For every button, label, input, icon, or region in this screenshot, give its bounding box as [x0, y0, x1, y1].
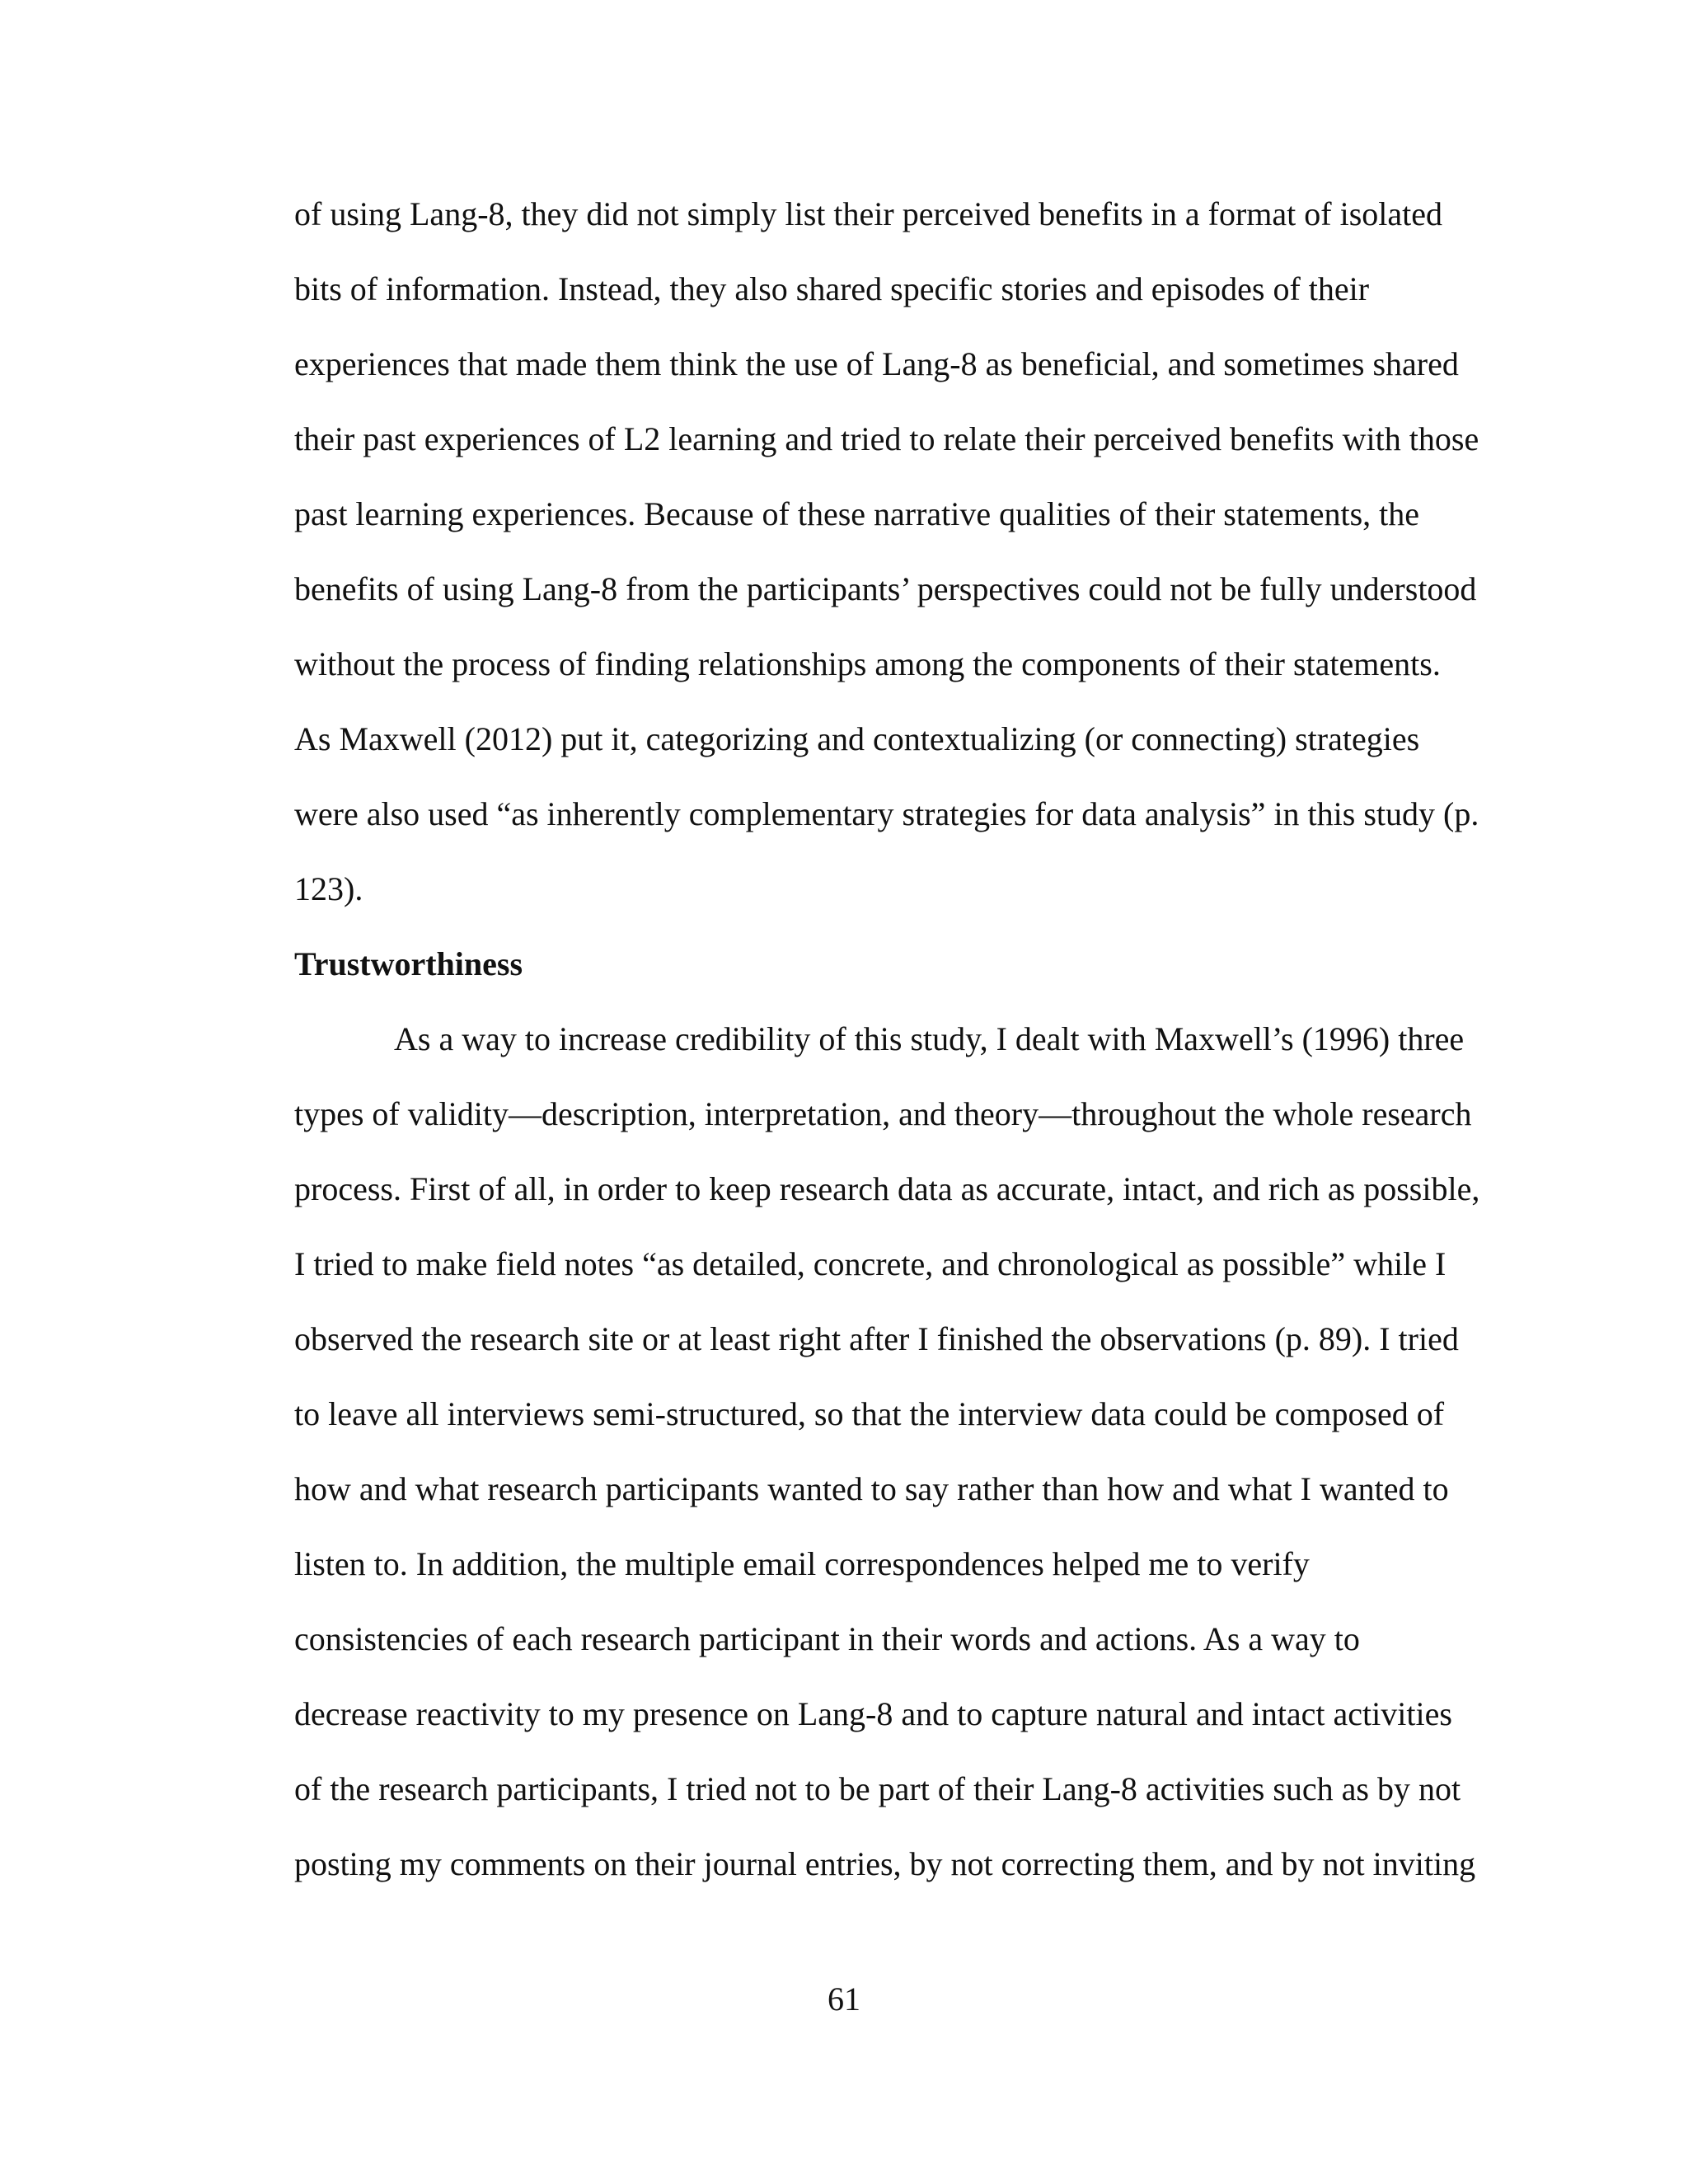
section-heading: Trustworthiness [294, 945, 523, 982]
body-text-line: experiences that made them think the use of Lang-8 as beneficial, and sometimes shared [294, 345, 1459, 382]
body-text-line: observed the research site or at least right after I finished the observations (p. 89). I tried [294, 1320, 1459, 1357]
body-text-line: how and what research participants wanted to say rather than how and what I wanted to [294, 1470, 1449, 1507]
body-text-line: bits of information. Instead, they also shared specific stories and episodes of their [294, 270, 1370, 307]
body-text-line: process. First of all, in order to keep research data as accurate, intact, and rich as possible, [294, 1170, 1480, 1207]
body-text-line: of using Lang-8, they did not simply list their perceived benefits in a format of isolated [294, 195, 1443, 232]
body-text-line: to leave all interviews semi-structured, so that the interview data could be composed of [294, 1395, 1445, 1432]
body-text-line: As Maxwell (2012) put it, categorizing and contextualizing (or connecting) strategies [294, 720, 1420, 757]
body-text-line: listen to. In addition, the multiple email correspondences helped me to verify [294, 1545, 1310, 1582]
body-text-line: benefits of using Lang-8 from the participants’ perspectives could not be fully understood [294, 570, 1477, 607]
body-text-line: consistencies of each research participant in their words and actions. As a way to [294, 1620, 1360, 1657]
body-text-line: past learning experiences. Because of these narrative qualities of their statements, the [294, 495, 1420, 532]
body-text-line: decrease reactivity to my presence on Lang-8 and to capture natural and intact activities [294, 1695, 1452, 1732]
body-text-line: I tried to make field notes “as detailed, concrete, and chronological as possible” while I [294, 1245, 1447, 1282]
page-number: 61 [828, 1980, 860, 2018]
body-text-line: without the process of finding relationships among the components of their statements. [294, 645, 1441, 682]
body-text-line: As a way to increase credibility of this study, I dealt with Maxwell’s (1996) three [394, 1020, 1465, 1057]
body-text-line: 123). [294, 870, 363, 907]
body-text-line: types of validity—description, interpretation, and theory—throughout the whole research [294, 1095, 1472, 1132]
body-text-line: of the research participants, I tried not to be part of their Lang-8 activities such as by not [294, 1770, 1461, 1807]
body-text-line: posting my comments on their journal entries, by not correcting them, and by not inviting [294, 1845, 1476, 1882]
body-text-line: their past experiences of L2 learning and tried to relate their perceived benefits with those [294, 420, 1479, 457]
body-text-line: were also used “as inherently complementary strategies for data analysis” in this study (p. [294, 795, 1479, 832]
